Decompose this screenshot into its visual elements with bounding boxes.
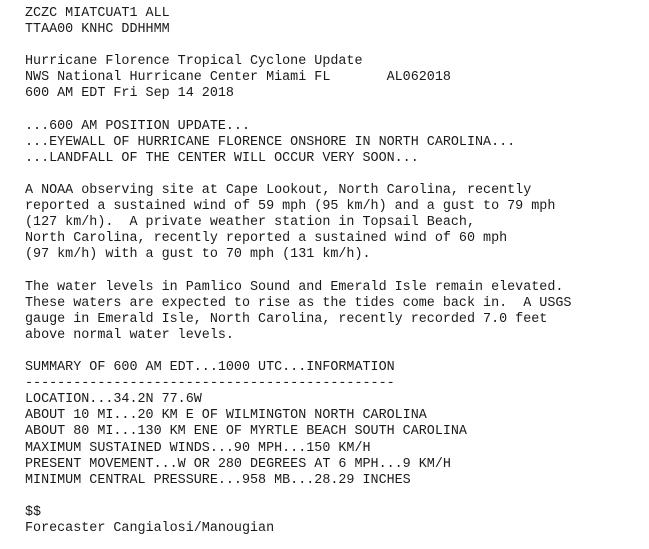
blank-line — [25, 167, 571, 183]
paragraph-1-line: (127 km/h). A private weather station in Topsail Beach, — [25, 215, 475, 231]
blank-line — [25, 103, 571, 119]
office-line: NWS National Hurricane Center Miami FL AL062018 — [25, 70, 451, 86]
issued-time: 600 AM EDT Fri Sep 14 2018 — [25, 86, 234, 102]
paragraph-2-line: The water levels in Pamlico Sound and Emerald Isle remain elevated. — [25, 279, 564, 295]
paragraph-1-line: A NOAA observing site at Cape Lookout, North Carolina, recently — [25, 183, 532, 199]
summary-heading: SUMMARY OF 600 AM EDT...1000 UTC...INFORMATION — [25, 360, 395, 376]
paragraph-1-line: (97 km/h) with a gust to 70 mph (131 km/h). — [25, 247, 371, 263]
paragraph-1-line: North Carolina, recently reported a sustained wind of 60 mph — [25, 231, 508, 247]
blank-line — [25, 264, 571, 280]
blank-line — [25, 489, 571, 505]
paragraph-2-line: These waters are expected to rise as the tides come back in. A USGS — [25, 295, 572, 311]
paragraph-2-line: above normal water levels. — [25, 327, 234, 343]
paragraph-2-line: gauge in Emerald Isle, North Carolina, recently recorded 7.0 feet — [25, 311, 548, 327]
forecaster-signature: Forecaster Cangialosi/Manougian — [25, 521, 275, 536]
blank-line — [25, 38, 571, 54]
summary-reference-1: ABOUT 10 MI...20 KM E OF WILMINGTON NORTH CAROLINA — [25, 408, 427, 424]
header-line-1: ZCZC MIATCUAT1 ALL — [25, 6, 170, 21]
header-line-2: TTAA00 KNHC DDHHMM — [25, 22, 170, 38]
summary-pressure: MINIMUM CENTRAL PRESSURE...958 MB...28.29 INCHES — [25, 472, 411, 488]
headline: ...LANDFALL OF THE CENTER WILL OCCUR VERY SOON... — [25, 150, 419, 166]
headline: ...EYEWALL OF HURRICANE FLORENCE ONSHORE IN NORTH CAROLINA... — [25, 134, 516, 150]
summary-location: LOCATION...34.2N 77.6W — [25, 392, 202, 408]
headline: ...600 AM POSITION UPDATE... — [25, 118, 250, 134]
summary-rule: ---------------------------------------------- — [25, 376, 395, 392]
summary-reference-2: ABOUT 80 MI...130 KM ENE OF MYRTLE BEACH SOUTH CAROLINA — [25, 424, 467, 440]
blank-line — [25, 344, 571, 360]
paragraph-1-line: reported a sustained wind of 59 mph (95 km/h) and a gust to 79 mph — [25, 199, 556, 215]
document-title: Hurricane Florence Tropical Cyclone Update — [25, 54, 363, 70]
end-marker: $$ — [25, 504, 42, 520]
summary-max-winds: MAXIMUM SUSTAINED WINDS...90 MPH...150 KM/H — [25, 440, 371, 456]
summary-movement: PRESENT MOVEMENT...W OR 280 DEGREES AT 6 MPH...9 KM/H — [25, 456, 451, 472]
advisory-document — [25, 6, 571, 537]
